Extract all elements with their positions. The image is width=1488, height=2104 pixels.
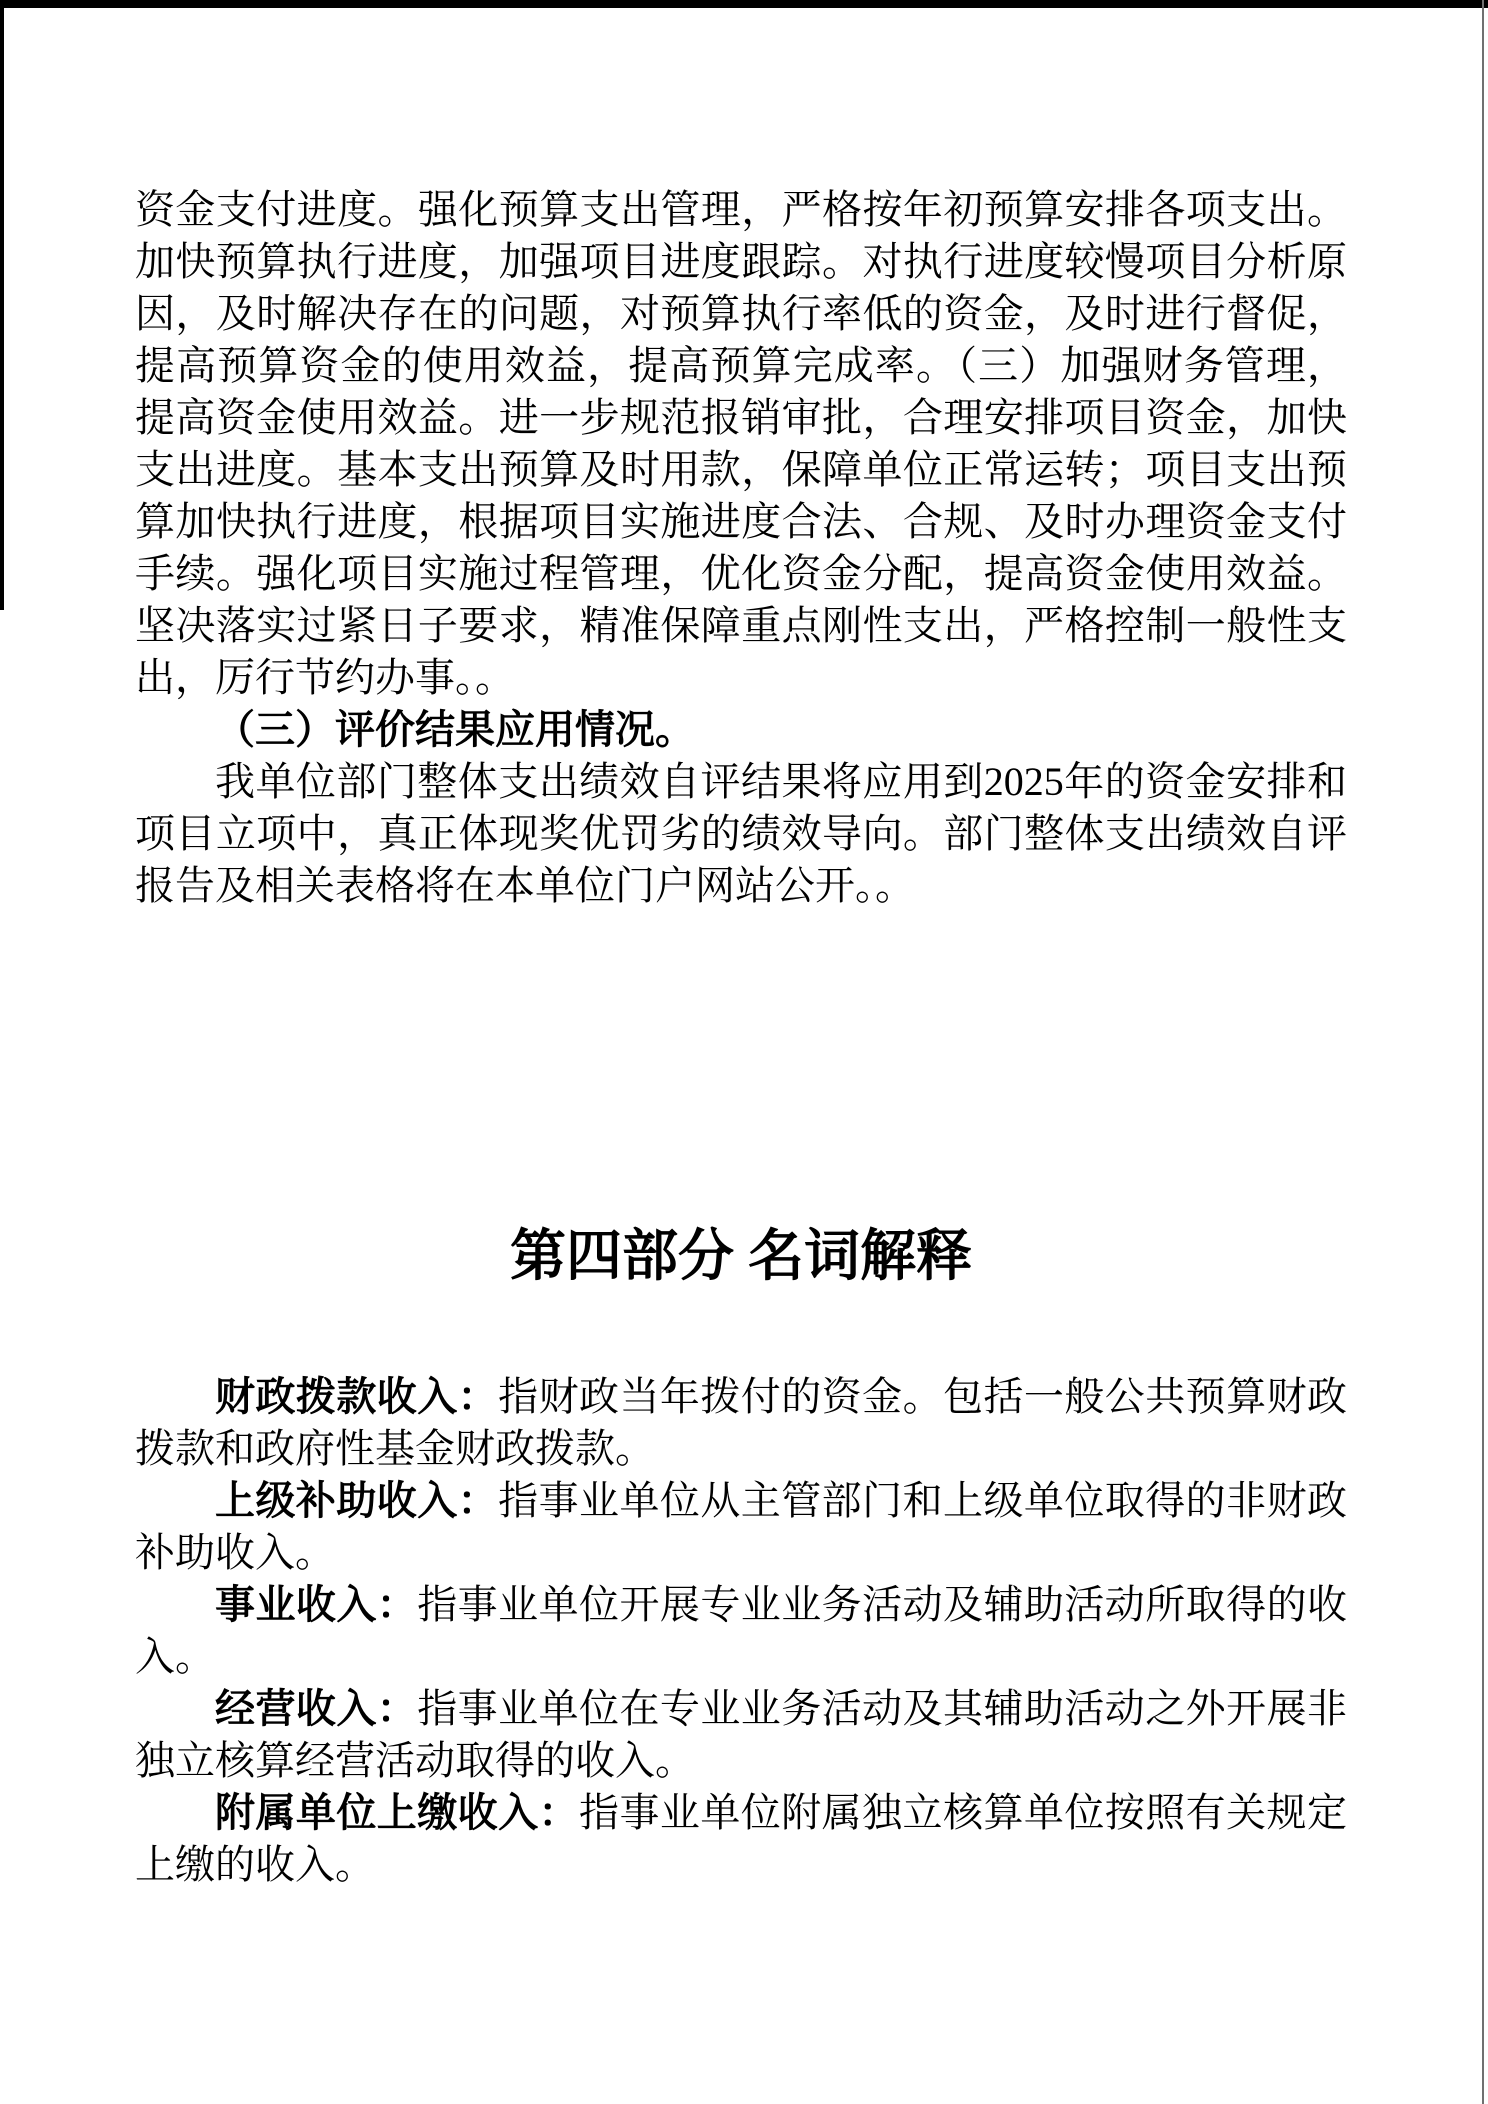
definition-text: 指财政当年拨付的资金。包括一般公共预算财政拨款和政府性基金财政拨款。 [135, 1374, 1348, 1471]
definition-term: 财政拨款收入： [215, 1375, 499, 1419]
definition-term: 附属单位上缴收入： [215, 1791, 579, 1835]
definition-item [135, 1371, 1347, 1475]
definition-term: 上级补助收入： [215, 1479, 499, 1523]
definition-term: 经营收入： [215, 1687, 418, 1731]
definitions-block [135, 1371, 1347, 1891]
section-title: 第四部分 名词解释 [510, 1226, 972, 1288]
application-paragraph: 我单位部门整体支出绩效自评结果将应用到2025年的资金安排和项目立项中，真正体现奖优罚劣的绩效导向。部门整体支出绩效自评报告及相关表格将在本单位门户网站公开。。 [135, 759, 1347, 908]
definition-text: 指事业单位开展专业业务活动及辅助活动所取得的收入。 [135, 1582, 1348, 1679]
scan-top-edge [0, 0, 1488, 8]
definition-item [135, 1579, 1347, 1683]
definition-term: 事业收入： [215, 1583, 418, 1627]
definition-item [135, 1787, 1347, 1891]
definition-item [135, 1683, 1347, 1787]
scan-right-edge-line [1482, 0, 1484, 2104]
definition-text: 指事业单位从主管部门和上级单位取得的非财政补助收入。 [135, 1478, 1348, 1575]
body-text-block [135, 184, 1347, 912]
definition-text: 指事业单位附属独立核算单位按照有关规定上缴的收入。 [135, 1790, 1347, 1887]
subsection-heading: （三）评价结果应用情况。 [215, 708, 695, 752]
scan-left-edge [0, 0, 4, 610]
definition-item [135, 1475, 1347, 1579]
continuation-paragraph: 资金支付进度。强化预算支出管理，严格按年初预算安排各项支出。加快预算执行进度，加强项目进度跟踪。对执行进度较慢项目分析原因，及时解决存在的问题，对预算执行率低的资金，及时进行督促，提高预算资金的使用效益，提高预算完成率。（三）加强财务管理，提高资金使用效益。进一步规范报销审批，合理安排项目资金，加快支出进度。基本支出预算及时用款，保障单位正常运转；项目支出预算加快执行进度，根据项目实施进度合法、合规、及时办理资金支付手续。强化项目实施过程管理，优化资金分配，提高资金使用效益。坚决落实过紧日子要求，精准保障重点刚性支出，严格控制一般性支出，厉行节约办事。。 [135, 187, 1347, 700]
definition-text: 指事业单位在专业业务活动及其辅助活动之外开展非独立核算经营活动取得的收入。 [135, 1686, 1348, 1783]
